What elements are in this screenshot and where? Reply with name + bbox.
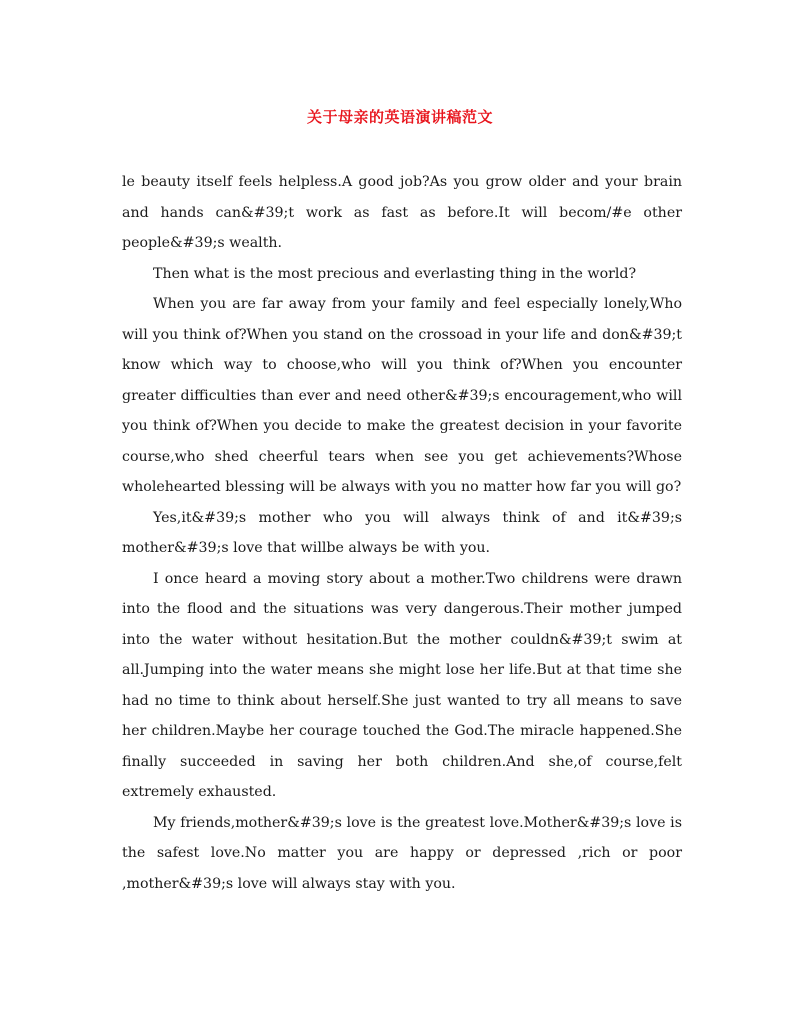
document-body — [122, 167, 682, 899]
paragraph-moving-story: I once heard a moving story about a mother.Two childrens were drawn into the flood and the situations was very dangerous.Their mother jumped into the water without hesitation.But the mother couldn&#39;t swim at all.Jumping into the water means she might lose her life.But at that time she had no time to think about herself.She just wanted to try all means to save her children.Maybe her courage touched the God.The miracle happened.She finally succeeded in saving her both children.And she,of course,felt extremely exhausted. — [122, 570, 682, 800]
paragraph-mothers-love-answer: Yes,it&#39;s mother who you will always think of and it&#39;s mother&#39;s love that willbe always be with you. — [122, 509, 682, 556]
paragraph-who-will-you-think-of: When you are far away from your family and feel especially lonely,Who will you think of?When you stand on the crossoad in your life and don&#39;t know which way to choose,who will you think of?When you encounter greater difficulties than ever and need other&#39;s encouragement,who will you think of?When you decide to make the greatest decision in your favorite course,who shed cheerful tears when see you get achievements?Whose wholehearted blessing will be always with you no matter how far you will go? — [122, 296, 682, 495]
document-title: 关于母亲的英语演讲稿范文 — [306, 108, 493, 126]
paragraph-conclusion: My friends,mother&#39;s love is the greatest love.Mother&#39;s love is the safest love.No matter you are happy or depressed ,rich or poor ,mother&#39;s love will always stay with you. — [122, 814, 682, 892]
paragraph-continuation: le beauty itself feels helpless.A good job?As you grow older and your brain and hands can&#39;t work as fast as before.It will becom/#e other people&#39;s wealth. — [122, 174, 682, 251]
paragraph-question: Then what is the most precious and everlasting thing in the world? — [153, 265, 637, 282]
